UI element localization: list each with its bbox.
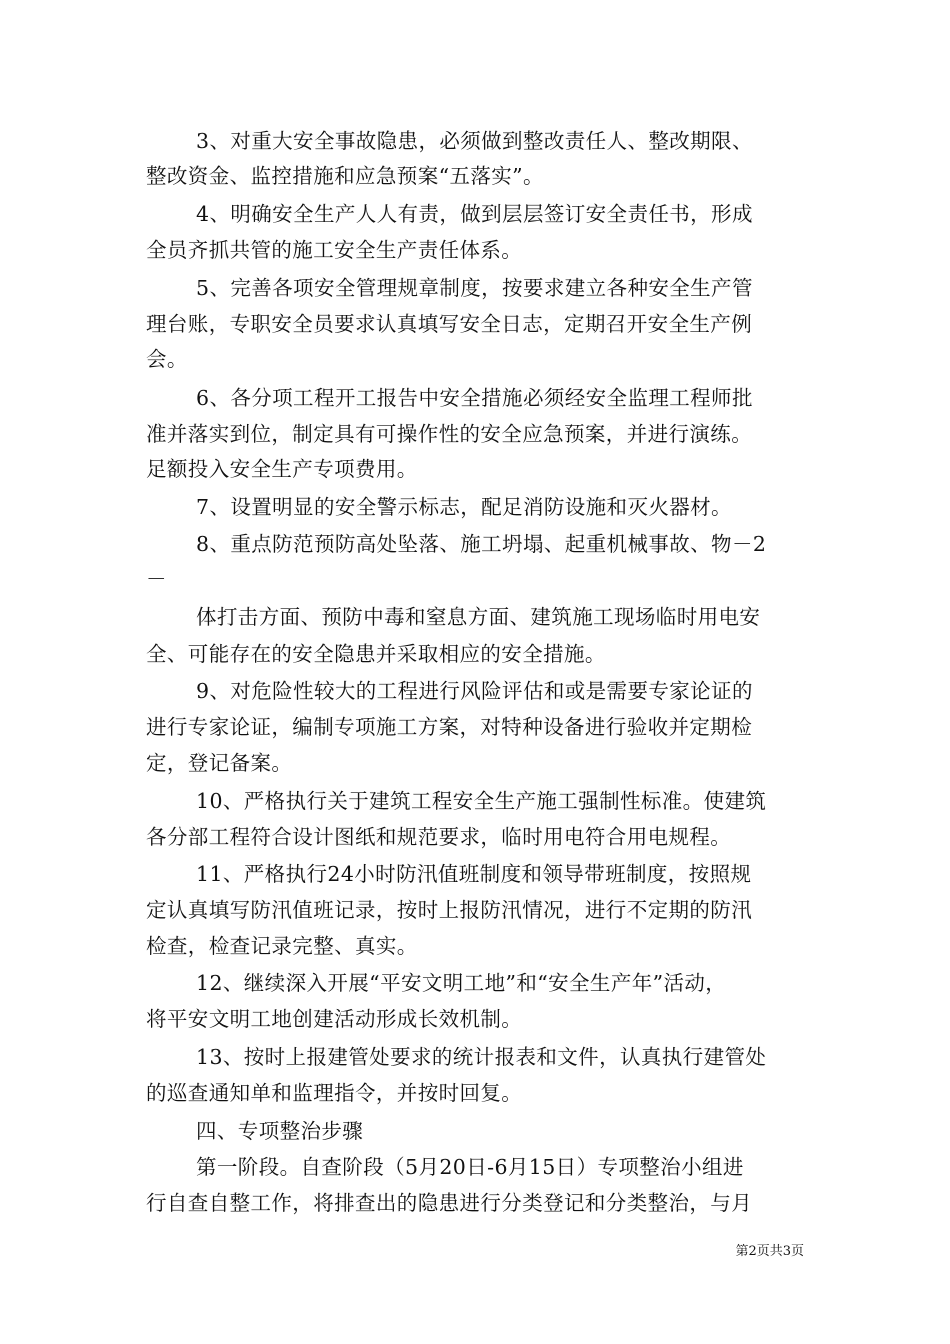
paragraph-line: 理台账，专职安全员要求认真填写安全日志，定期召开安全生产例: [146, 312, 753, 336]
paragraph-line: 检查，检查记录完整、真实。: [146, 934, 418, 958]
paragraph-line: 10、严格执行关于建筑工程安全生产施工强制性标准。使建筑: [196, 789, 767, 813]
paragraph-line: －: [146, 567, 167, 591]
paragraph-line: 定认真填写防汛值班记录，按时上报防汛情况，进行不定期的防汛: [146, 898, 753, 922]
paragraph-line: 行自查自整工作，将排查出的隐患进行分类登记和分类整治，与月: [146, 1191, 753, 1215]
page-number: 第2页共3页: [735, 1244, 804, 1259]
paragraph-line: 的巡查通知单和监理指令，并按时回复。: [146, 1081, 523, 1105]
paragraph-line: 准并落实到位，制定具有可操作性的安全应急预案，并进行演练。: [146, 422, 753, 446]
paragraph-line: 12、继续深入开展“平安文明工地”和“安全生产年”活动，: [196, 971, 727, 995]
paragraph-line: 进行专家论证，编制专项施工方案，对特种设备进行验收并定期检: [146, 715, 753, 739]
paragraph-line: 全员齐抓共管的施工安全生产责任体系。: [146, 238, 523, 262]
paragraph-line: 9、对危险性较大的工程进行风险评估和或是需要专家论证的: [196, 679, 753, 703]
paragraph-line: 3、对重大安全事故隐患，必须做到整改责任人、整改期限、: [196, 129, 753, 153]
paragraph-line: 13、按时上报建管处要求的统计报表和文件，认真执行建管处: [196, 1045, 767, 1069]
paragraph-line: 会。: [146, 347, 188, 371]
paragraph-line: 第一阶段。自查阶段（5月20日-6月15日）专项整治小组进: [196, 1155, 744, 1179]
paragraph-line: 足额投入安全生产专项费用。: [146, 457, 418, 481]
paragraph-line: 11、严格执行24小时防汛值班制度和领导带班制度，按照规: [196, 862, 752, 886]
paragraph-line: 4、明确安全生产人人有责，做到层层签订安全责任书，形成: [196, 202, 753, 226]
paragraph-line: 8、重点防范预防高处坠落、施工坍塌、起重机械事故、物－2: [196, 532, 767, 556]
paragraph-line: 整改资金、监控措施和应急预案“五落实”。: [146, 164, 544, 188]
paragraph-line: 7、设置明显的安全警示标志，配足消防设施和灭火器材。: [196, 495, 732, 519]
paragraph-line: 5、完善各项安全管理规章制度，按要求建立各种安全生产管: [196, 276, 753, 300]
paragraph-line: 将平安文明工地创建活动形成长效机制。: [146, 1007, 523, 1031]
paragraph-line: 各分部工程符合设计图纸和规范要求，临时用电符合用电规程。: [146, 825, 732, 849]
paragraph-line: 体打击方面、预防中毒和窒息方面、建筑施工现场临时用电安: [196, 605, 761, 629]
paragraph-line: 定，登记备案。: [146, 751, 293, 775]
paragraph-line: 6、各分项工程开工报告中安全措施必须经安全监理工程师批: [196, 386, 753, 410]
section-heading: 四、专项整治步骤: [196, 1119, 364, 1143]
paragraph-line: 全、可能存在的安全隐患并采取相应的安全措施。: [146, 642, 606, 666]
